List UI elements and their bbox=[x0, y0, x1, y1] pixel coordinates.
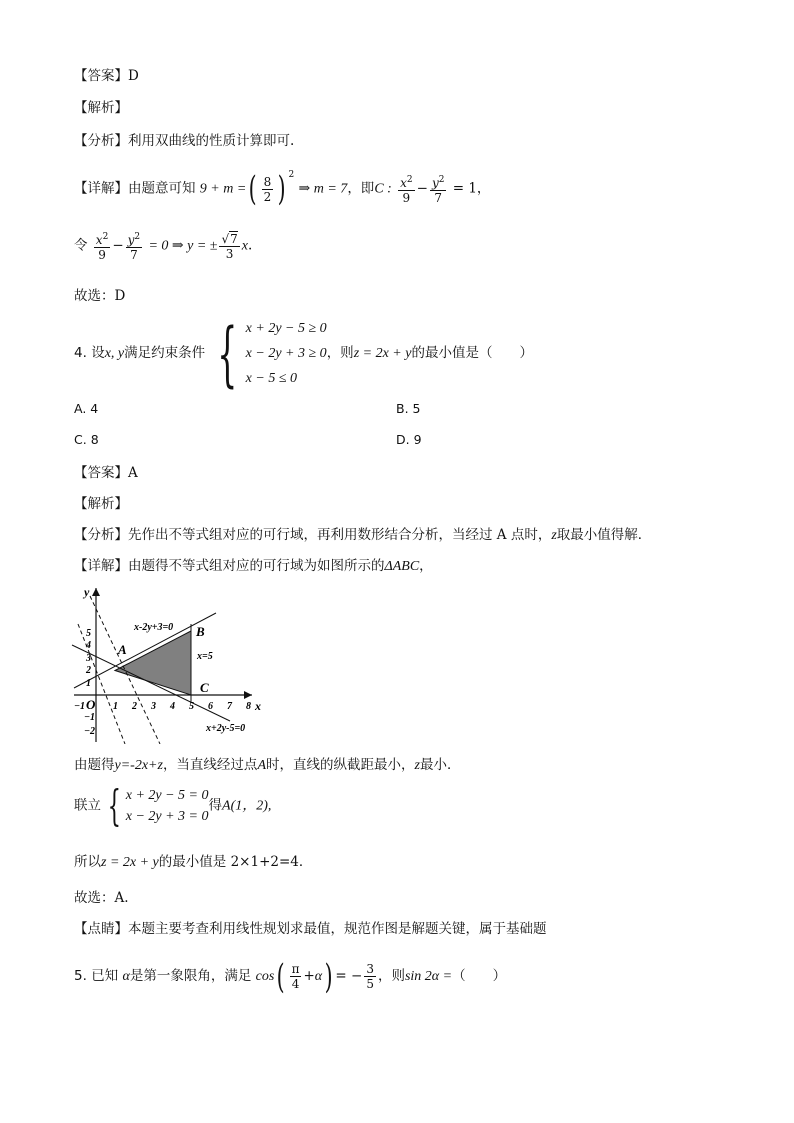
y-tick-2: 2 bbox=[86, 665, 91, 676]
q3-fenxi-line: 【分析】利用双曲线的性质计算即可. bbox=[74, 133, 295, 149]
x-tick-6: 6 bbox=[208, 701, 213, 712]
q3-analysis-tag: 【解析】 bbox=[74, 100, 128, 116]
origin-label: O bbox=[86, 697, 96, 712]
q4-answer-line: 【答案】A bbox=[74, 465, 138, 481]
q4-stem: 4. 设x, y满足约束条件 { x + 2y − 5 ≥ 0 x − 2y + 3 ≥ 0 x − 5 ≤ 0 ，则z = 2x + y的最小值是（ ） bbox=[74, 312, 533, 395]
q3-ling-line: 令 $\frac{x^2}{9}$ − $\frac{y^2}{7}$ = 0 ⇒ y = ± $\frac{√7}{3}$ x. bbox=[74, 231, 253, 262]
choice-c: C. 8 bbox=[74, 432, 99, 447]
choice-d: D. 9 bbox=[396, 432, 422, 447]
q4-fenxi-line: 【分析】先作出不等式组对应的可行域，再利用数形结合分析，当经过 A 点时，z取最小值得解． bbox=[74, 527, 652, 543]
line1-label: x-2y+3=0 bbox=[134, 622, 174, 633]
q4-dianjing: 【点睛】本题主要考查利用线性规划求最值，规范作图是解题关键，属于基础题 bbox=[74, 921, 547, 937]
fraction-8-2: $\frac{8}{2}$ bbox=[263, 174, 272, 204]
choice-b: B. 5 bbox=[396, 401, 421, 416]
q3-xiangjie-line: 【详解】由题意可知 9 + m =( $\frac{8}{2}$ ) $^2$ ⇒ m = 7，即C : $\frac{x^2}{9}$ − $\frac{y^2}{7}$ = 1， bbox=[74, 169, 491, 209]
q4-step1: 由题得y=-2x+z，当直线经过点A时，直线的纵截距最小，z最小． bbox=[74, 757, 461, 773]
x-tick-2: 2 bbox=[132, 701, 137, 712]
system-eq-1: x + 2y − 5 = 0 bbox=[125, 788, 209, 803]
line2-label: x=5 bbox=[197, 651, 213, 662]
constraint-2: x − 2y + 3 ≥ 0 bbox=[245, 346, 327, 361]
constraint-1: x + 2y − 5 ≥ 0 bbox=[245, 321, 327, 336]
equation-system: { x + 2y − 5 = 0 x − 2y + 3 = 0 bbox=[107, 781, 209, 830]
fraction-sqrt7-3: $\frac{√7}{3}$ bbox=[221, 231, 238, 261]
sin-expression: sin 2α = bbox=[404, 969, 453, 984]
q4-lianli: 联立 { x + 2y − 5 = 0 x − 2y + 3 = 0 得A(1，2), bbox=[74, 781, 272, 830]
x-tick-1: 1 bbox=[113, 701, 118, 712]
answer-value: D bbox=[128, 68, 139, 84]
q4-guxuan: 故选：A. bbox=[74, 890, 129, 906]
q4-xiangjie-line: 【详解】由题得不等式组对应的可行域为如图所示的ΔABC， bbox=[74, 558, 433, 574]
q3-answer-line bbox=[74, 66, 139, 86]
x-tick-3: 3 bbox=[151, 701, 156, 712]
formula-9m: 9 + m = bbox=[199, 181, 247, 197]
point-b-label: B bbox=[196, 624, 205, 639]
answer-tag: 【答案】 bbox=[74, 68, 128, 84]
choice-a: A. 4 bbox=[74, 401, 99, 416]
hyperbola-eq: C : bbox=[374, 181, 392, 197]
y-tick-m1: −1 bbox=[84, 712, 96, 723]
constraint-3: x − 5 ≤ 0 bbox=[245, 371, 298, 386]
x-axis-arrow-icon bbox=[244, 691, 252, 699]
y-tick-3: 3 bbox=[86, 653, 91, 664]
constraint-system: { x + 2y − 5 ≥ 0 x − 2y + 3 ≥ 0 x − 5 ≤ 0 bbox=[217, 312, 327, 395]
q5-stem: 5. 已知 α是第一象限角，满足 cos( $\frac{\pi}{4}$ +α) = − $\frac{3}{5}$ ，则sin 2α =（ ） bbox=[74, 956, 507, 997]
objective-function: z = 2x + y bbox=[353, 346, 412, 361]
q4-analysis-tag: 【解析】 bbox=[74, 496, 128, 512]
point-c-label: C bbox=[200, 680, 209, 695]
axis-x-label: x bbox=[255, 699, 261, 713]
system-eq-2: x − 2y + 3 = 0 bbox=[125, 809, 209, 824]
y-tick-5: 5 bbox=[86, 628, 91, 639]
feasible-triangle bbox=[115, 631, 191, 695]
y-axis-arrow-icon bbox=[92, 588, 100, 596]
x-tick-8: 8 bbox=[246, 701, 251, 712]
q3-guxuan: 故选：D bbox=[74, 288, 126, 304]
y-tick-4: 4 bbox=[86, 640, 91, 651]
feasible-region-graph bbox=[70, 584, 270, 744]
x-tick-4: 4 bbox=[170, 701, 175, 712]
line3-label: x+2y-5=0 bbox=[206, 723, 246, 734]
x-tick-7: 7 bbox=[227, 701, 232, 712]
axis-y-label: y bbox=[84, 585, 90, 599]
point-a-label: A bbox=[118, 642, 127, 657]
q4-suoyi: 所以z = 2x + y的最小值是 2×1+2=4． bbox=[74, 854, 313, 870]
y-tick-m2: −2 bbox=[84, 726, 96, 737]
x-tick-5: 5 bbox=[189, 701, 194, 712]
y-tick-1: 1 bbox=[86, 678, 91, 689]
cos-expression: cos bbox=[255, 969, 275, 984]
x-tick-m1: −1 bbox=[74, 701, 86, 712]
